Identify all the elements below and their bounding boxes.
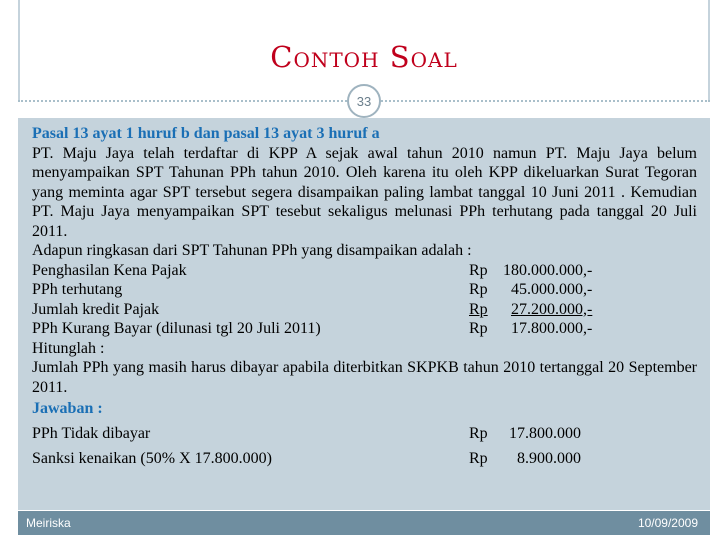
summary-label: PPh terhutang (32, 281, 123, 298)
answer-item-label: PPh Tidak dibayar (32, 424, 151, 442)
content-panel (18, 118, 710, 510)
summary-label: PPh Kurang Bayar (dilunasi tgl 20 Juli 2011) (32, 320, 321, 337)
currency: Rp (469, 320, 488, 337)
summary-amount: 17.800.000,- (511, 320, 593, 337)
case-paragraph: PT. Maju Jaya telah terdaftar di KPP A sejak awal tahun 2010 namun PT. Maju Jaya belum menyampaikan SPT Tahunan PPh tahun 2010. Oleh karena itu oleh KPP dikeluarkan Surat Tegoran yang meminta agar SPT tersebut segera disampaikan paling lambat tanggal 10 Juni 2011 . Kemudian PT. Maju Jaya menyampaikan SPT tesebut sekaligus melunasi PPh terhutang pada tanggal 20 Juli 2011. (32, 144, 697, 240)
summary-label: Penghasilan Kena Pajak (32, 261, 187, 279)
summary-amount: 27.200.000,- (511, 300, 593, 318)
summary-intro: Adapun ringkasan dari SPT Tahunan PPh yang disampaikan adalah : (32, 242, 472, 259)
summary-row (32, 319, 697, 339)
answer-item-label: Sanksi kenaikan (50% X 17.800.000) (32, 449, 272, 467)
answer-amount: 17.800.000 (509, 424, 581, 442)
footer-author: Meiriska (26, 516, 71, 530)
summary-label: Jumlah kredit Pajak (32, 300, 160, 318)
summary-row (32, 300, 697, 320)
summary-row (32, 280, 697, 300)
currency: Rp (469, 424, 488, 442)
page-number-badge: 33 (347, 84, 381, 118)
summary-row (32, 261, 697, 281)
currency: Rp (469, 449, 488, 467)
legal-reference-heading: Pasal 13 ayat 1 huruf b dan pasal 13 ayat 3 huruf a (32, 125, 380, 142)
currency: Rp (469, 261, 488, 279)
answer-label: Jawaban : (32, 400, 103, 417)
footer-date: 10/09/2009 (637, 516, 698, 530)
summary-amount: 180.000.000,- (503, 261, 593, 279)
body-text (32, 124, 697, 469)
footer-bar (18, 511, 710, 535)
question-text: Jumlah PPh yang masih harus dibayar apabila diterbitkan SKPKB tahun 2010 tertanggal 20 September 2011. (32, 359, 697, 396)
answer-amount: 8.900.000 (517, 449, 581, 467)
answer-row (32, 424, 697, 444)
summary-amount: 45.000.000,- (511, 281, 593, 298)
answer-row (32, 449, 697, 469)
slide-title: Contoh Soal (270, 40, 458, 74)
question-label: Hitunglah : (32, 339, 105, 357)
currency: Rp (469, 300, 488, 318)
currency: Rp (469, 281, 488, 298)
